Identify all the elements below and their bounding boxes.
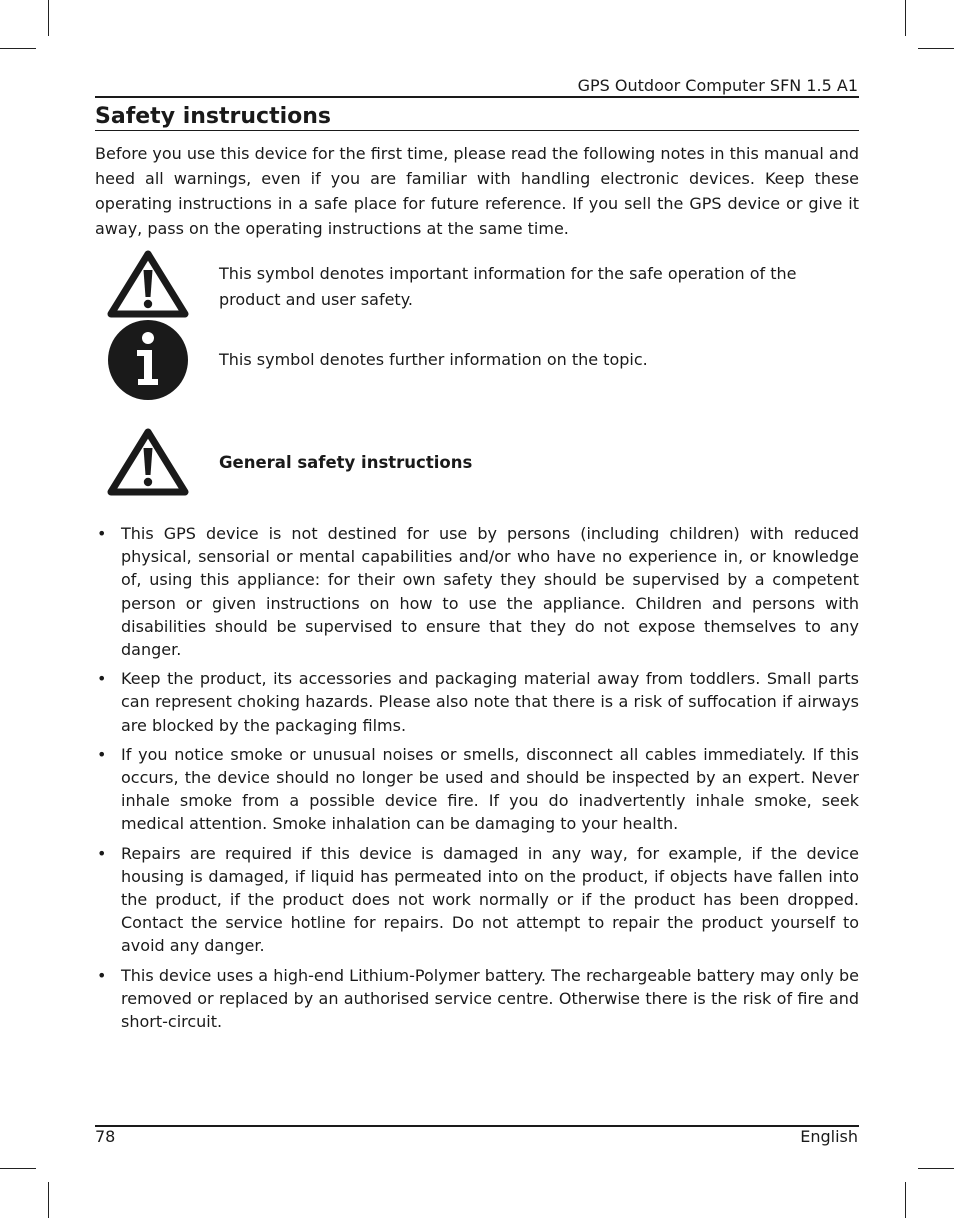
intro-paragraph: Before you use this device for the first time, please read the following notes in this manual and heed all warnings, even if you are familiar with handling electronic devices. Keep these operating instructions in a safe place for future reference. If you sell the GPS device or give it away, pass on the operating instructions at the same time. xyxy=(95,144,859,238)
running-header: GPS Outdoor Computer SFN 1.5 A1 xyxy=(577,76,858,95)
crop-mark xyxy=(918,1168,954,1169)
page-number: 78 xyxy=(95,1127,116,1146)
list-item: • This GPS device is not destined for use by persons (including children) with reduced physical, sensorial or mental capabilities and/or who have no experience in, or knowledge of, using this appliance: for their own safety they should be supervised by a competent person or given instructions on how to use the appliance. Children and persons with disabilities should be supervised to ensure that they do not expose themselves to any danger. xyxy=(95,522,859,661)
crop-mark xyxy=(0,1168,36,1169)
crop-mark xyxy=(0,48,36,49)
list-item: • Repairs are required if this device is damaged in any way, for example, if the device housing is damaged, if liquid has permeated into on the product, if objects have fallen into the product, if the product does not work normally or if the product has been dropped. Contact the service hotline for repairs. Do not attempt to repair the product yourself to avoid any danger. xyxy=(95,842,859,958)
footer-language: English xyxy=(800,1127,858,1146)
warning-triangle-icon xyxy=(107,250,189,318)
section-title: Safety instructions xyxy=(95,104,859,131)
crop-mark xyxy=(918,48,954,49)
warning-triangle-icon xyxy=(107,428,189,496)
crop-mark xyxy=(48,0,49,36)
safety-bullet-list xyxy=(95,522,859,1039)
header-rule xyxy=(95,96,859,98)
footer-rule xyxy=(95,1125,859,1127)
crop-mark xyxy=(48,1182,49,1218)
list-item: • Keep the product, its accessories and packaging material away from toddlers. Small parts can represent choking hazards. Please also note that there is a risk of suffocation if airways are blocked by the packaging films. xyxy=(95,667,859,737)
list-item: • If you notice smoke or unusual noises or smells, disconnect all cables immediately. If this occurs, the device should no longer be used and should be inspected by an expert. Never inhale smoke from a possible device fire. If you do inadvertently inhale smoke, seek medical attention. Smoke inhalation can be damaging to your health. xyxy=(95,743,859,836)
crop-mark xyxy=(905,1182,906,1218)
crop-mark xyxy=(905,0,906,36)
general-safety-title: General safety instructions xyxy=(219,453,473,472)
warning-symbol-description: This symbol denotes important information for the safe operation of the product and user safety. xyxy=(219,264,797,309)
info-circle-icon xyxy=(107,319,189,401)
list-item: • This device uses a high-end Lithium-Polymer battery. The rechargeable battery may only be removed or replaced by an authorised service centre. Otherwise there is the risk of fire and short-circuit. xyxy=(95,964,859,1034)
info-symbol-description: This symbol denotes further information on the topic. xyxy=(219,350,648,369)
